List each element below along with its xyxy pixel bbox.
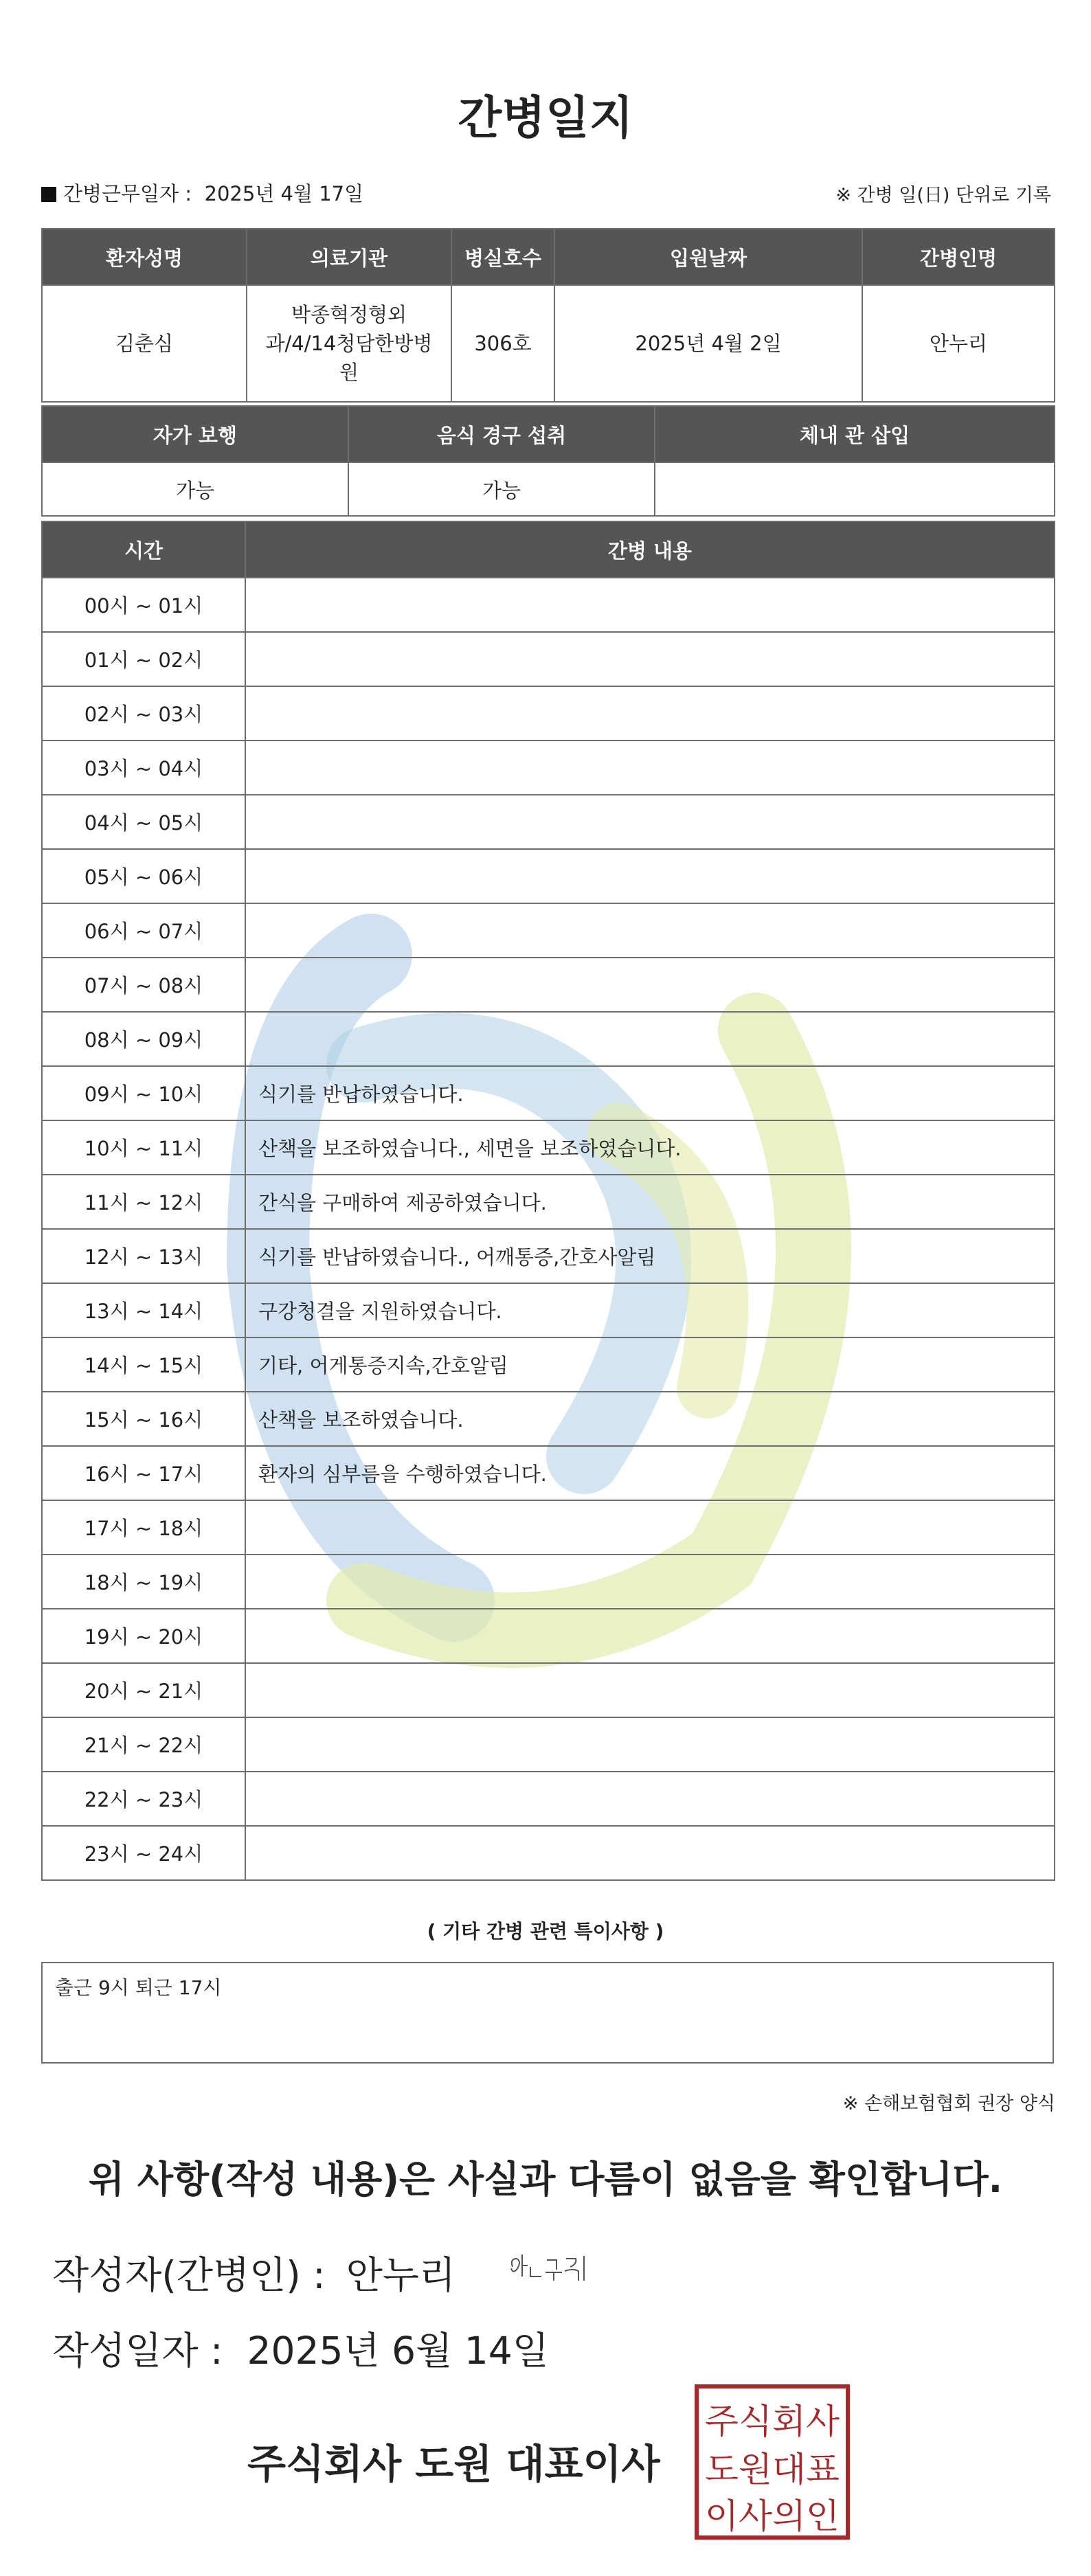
care-content-cell xyxy=(245,1663,1055,1717)
confirmation-statement: 위 사항(작성 내용)은 사실과 다름이 없음을 확인합니다. xyxy=(88,2158,1003,2201)
notes-title: ( 기타 간병 관련 특이사항 ) xyxy=(427,1920,664,1943)
header-time: 시간 xyxy=(42,521,245,578)
company-signature-line: 주식회사 도원 대표이사 xyxy=(247,2441,660,2487)
table-row xyxy=(42,1066,1055,1120)
time-cell: 16시 ~ 17시 xyxy=(42,1446,245,1500)
time-cell: 08시 ~ 09시 xyxy=(42,1012,245,1066)
tube-insertion-value xyxy=(655,462,1055,516)
notes-text: 출근 9시 퇴근 17시 xyxy=(55,1976,222,1999)
table-row xyxy=(42,1609,1055,1663)
table-row xyxy=(42,1663,1055,1717)
table-row xyxy=(42,1555,1055,1609)
time-cell: 12시 ~ 13시 xyxy=(42,1229,245,1283)
svg-text:주식회사: 주식회사 xyxy=(705,2402,840,2441)
write-date-label: 작성일자 : xyxy=(52,2329,223,2373)
log-body xyxy=(42,578,1055,1880)
care-log-table xyxy=(41,521,1055,1881)
header-admission-date: 입원날짜 xyxy=(554,229,862,285)
patient-info-table xyxy=(41,228,1055,403)
care-content-cell xyxy=(245,578,1055,632)
time-cell: 05시 ~ 06시 xyxy=(42,849,245,903)
care-content-cell xyxy=(245,632,1055,686)
work-date-label: 간병근무일자 : xyxy=(63,182,192,205)
time-cell: 04시 ~ 05시 xyxy=(42,795,245,849)
time-cell: 06시 ~ 07시 xyxy=(42,903,245,958)
svg-text:도원대표: 도원대표 xyxy=(705,2450,840,2489)
institution-line: 과/4/14청담한방병 xyxy=(265,332,433,355)
care-content-cell xyxy=(245,1555,1055,1609)
table-row xyxy=(42,1175,1055,1229)
table-row xyxy=(42,1337,1055,1392)
time-cell: 07시 ~ 08시 xyxy=(42,958,245,1012)
company-seal-stamp xyxy=(694,2384,851,2540)
table-row xyxy=(42,849,1055,903)
writer-name: 안누리 xyxy=(346,2253,456,2297)
time-cell: 09시 ~ 10시 xyxy=(42,1066,245,1120)
time-cell: 20시 ~ 21시 xyxy=(42,1663,245,1717)
header-institution: 의료기관 xyxy=(247,229,451,285)
table-row xyxy=(42,1772,1055,1826)
unit-note: ※ 간병 일(日) 단위로 기록 xyxy=(835,185,1051,206)
time-cell: 00시 ~ 01시 xyxy=(42,578,245,632)
care-content-cell: 구강청결을 지원하였습니다. xyxy=(245,1283,1055,1337)
table-row xyxy=(42,741,1055,795)
table-row xyxy=(42,1392,1055,1446)
care-content-cell xyxy=(245,1012,1055,1066)
time-cell: 14시 ~ 15시 xyxy=(42,1337,245,1392)
svg-text:이사의인: 이사의인 xyxy=(705,2496,840,2536)
writer-line xyxy=(52,2245,455,2299)
patient-header-row xyxy=(42,229,1055,285)
care-content-cell xyxy=(245,741,1055,795)
care-content-cell xyxy=(245,795,1055,849)
square-bullet-icon xyxy=(41,187,56,202)
care-content-cell xyxy=(245,958,1055,1012)
time-cell: 22시 ~ 23시 xyxy=(42,1772,245,1826)
patient-name: 김춘심 xyxy=(42,285,247,402)
care-content-cell: 식기를 반납하였습니다. xyxy=(245,1066,1055,1120)
write-date-value: 2025년 6월 14일 xyxy=(247,2329,549,2373)
table-row xyxy=(42,903,1055,958)
table-row xyxy=(42,1717,1055,1772)
time-cell: 01시 ~ 02시 xyxy=(42,632,245,686)
handwritten-signature xyxy=(507,2246,596,2287)
work-date-value: 2025년 4월 17일 xyxy=(204,182,364,205)
time-cell: 03시 ~ 04시 xyxy=(42,741,245,795)
institution-line: 박종혁정형외 xyxy=(291,303,407,326)
form-footnote: ※ 손해보험협회 권장 양식 xyxy=(842,2093,1055,2114)
header-tube-insertion: 체내 관 삽입 xyxy=(655,406,1055,462)
table-row xyxy=(42,1826,1055,1880)
header-oral-intake: 음식 경구 섭취 xyxy=(348,406,655,462)
patient-status-table xyxy=(41,405,1055,517)
status-header-row xyxy=(42,406,1055,462)
care-content-cell: 산책을 보조하였습니다. xyxy=(245,1392,1055,1446)
writer-label: 작성자(간병인) : xyxy=(52,2253,326,2297)
care-content-cell xyxy=(245,686,1055,741)
notes-box xyxy=(41,1962,1054,2064)
care-content-cell xyxy=(245,849,1055,903)
table-row xyxy=(42,632,1055,686)
time-cell: 15시 ~ 16시 xyxy=(42,1392,245,1446)
caregiver-name: 안누리 xyxy=(862,285,1055,402)
room-number: 306호 xyxy=(451,285,554,402)
care-content-cell xyxy=(245,1772,1055,1826)
status-value-row xyxy=(42,462,1055,516)
care-content-cell: 간식을 구매하여 제공하였습니다. xyxy=(245,1175,1055,1229)
institution xyxy=(247,285,451,402)
table-row xyxy=(42,1012,1055,1066)
time-cell: 21시 ~ 22시 xyxy=(42,1717,245,1772)
care-content-cell xyxy=(245,1826,1055,1880)
header-caregiver: 간병인명 xyxy=(862,229,1055,285)
care-content-cell: 식기를 반납하였습니다., 어깨통증,간호사알림 xyxy=(245,1229,1055,1283)
log-header-row xyxy=(42,521,1055,578)
table-row xyxy=(42,795,1055,849)
header-care-content: 간병 내용 xyxy=(245,521,1055,578)
table-row xyxy=(42,1229,1055,1283)
time-cell: 19시 ~ 20시 xyxy=(42,1609,245,1663)
care-content-cell: 산책을 보조하였습니다., 세면을 보조하였습니다. xyxy=(245,1120,1055,1175)
admission-date: 2025년 4월 2일 xyxy=(554,285,862,402)
table-row xyxy=(42,1120,1055,1175)
table-row xyxy=(42,1500,1055,1555)
time-cell: 17시 ~ 18시 xyxy=(42,1500,245,1555)
care-content-cell xyxy=(245,1609,1055,1663)
write-date-line xyxy=(52,2320,549,2375)
table-row xyxy=(42,578,1055,632)
table-row xyxy=(42,1446,1055,1500)
oral-intake-value: 가능 xyxy=(348,462,655,516)
care-content-cell xyxy=(245,1500,1055,1555)
care-content-cell: 기타, 어게통증지속,간호알림 xyxy=(245,1337,1055,1392)
self-walking-value: 가능 xyxy=(42,462,348,516)
time-cell: 13시 ~ 14시 xyxy=(42,1283,245,1337)
patient-value-row xyxy=(42,285,1055,402)
time-cell: 23시 ~ 24시 xyxy=(42,1826,245,1880)
work-date-line xyxy=(41,179,363,207)
time-cell: 10시 ~ 11시 xyxy=(42,1120,245,1175)
document-title: 간병일지 xyxy=(458,91,633,144)
header-self-walking: 자가 보행 xyxy=(42,406,348,462)
header-room: 병실호수 xyxy=(451,229,554,285)
time-cell: 11시 ~ 12시 xyxy=(42,1175,245,1229)
table-row xyxy=(42,958,1055,1012)
time-cell: 02시 ~ 03시 xyxy=(42,686,245,741)
table-row xyxy=(42,1283,1055,1337)
care-content-cell: 환자의 심부름을 수행하였습니다. xyxy=(245,1446,1055,1500)
care-content-cell xyxy=(245,903,1055,958)
care-content-cell xyxy=(245,1717,1055,1772)
institution-line: 원 xyxy=(339,361,359,384)
table-row xyxy=(42,686,1055,741)
time-cell: 18시 ~ 19시 xyxy=(42,1555,245,1609)
header-patient-name: 환자성명 xyxy=(42,229,247,285)
